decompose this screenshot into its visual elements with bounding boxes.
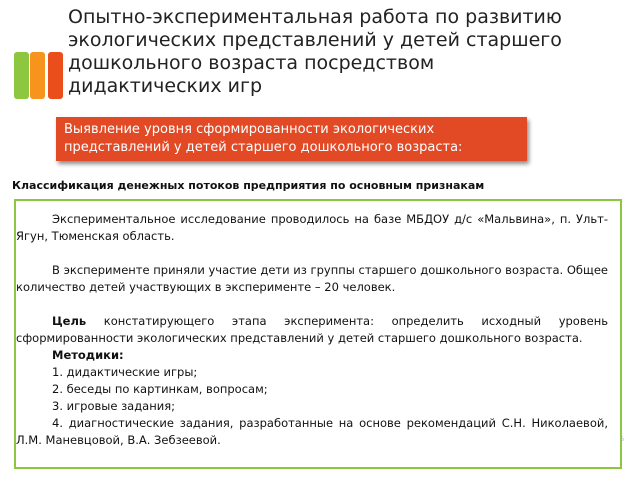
method-item: 4. диагностические задания, разработанные на основе рекомендаций С.Н. Николаевой, Л.М. Маневцовой, В.А. Зебзеевой. [16, 416, 608, 447]
paragraph-participants: В эксперименте приняли участие дети из группы старшего дошкольного возраста. Общее количество детей участвующих в эксперименте – 20 человек. [16, 263, 608, 294]
aim-label: Цель [52, 314, 87, 328]
slide-subtitle: Классификация денежных потоков предприятия по основным признакам [12, 179, 485, 192]
paragraph-aim [16, 313, 608, 347]
page-number: 6 [620, 436, 624, 443]
decor-bar-orange [30, 52, 45, 99]
method-item: 3. игровые задания; [52, 399, 176, 413]
highlight-box: Выявление уровня сформированности экологических представлений у детей старшего дошкольного возраста: [56, 117, 527, 161]
decor-bar-green [14, 52, 29, 99]
aim-text: констатирующего этапа эксперимента: определить исходный уровень сформированности экологических представлений у детей старшего дошкольного возраста. [16, 314, 608, 345]
paragraph-base: Экспериментальное исследование проводилось на базе МБДОУ д/с «Мальвина», п. Ульт-Ягун, Тюменская область. [16, 212, 608, 243]
slide-title: Опытно-экспериментальная работа по развитию экологических представлений у детей старшего дошкольного возраста посредством дидактических игр [68, 6, 562, 97]
method-item: 2. беседы по картинкам, вопросам; [52, 382, 268, 396]
content-box [14, 199, 622, 469]
methods-heading: Методики: [52, 348, 124, 362]
method-item: 1. дидактические игры; [52, 365, 198, 379]
decor-bar-red [48, 52, 63, 99]
